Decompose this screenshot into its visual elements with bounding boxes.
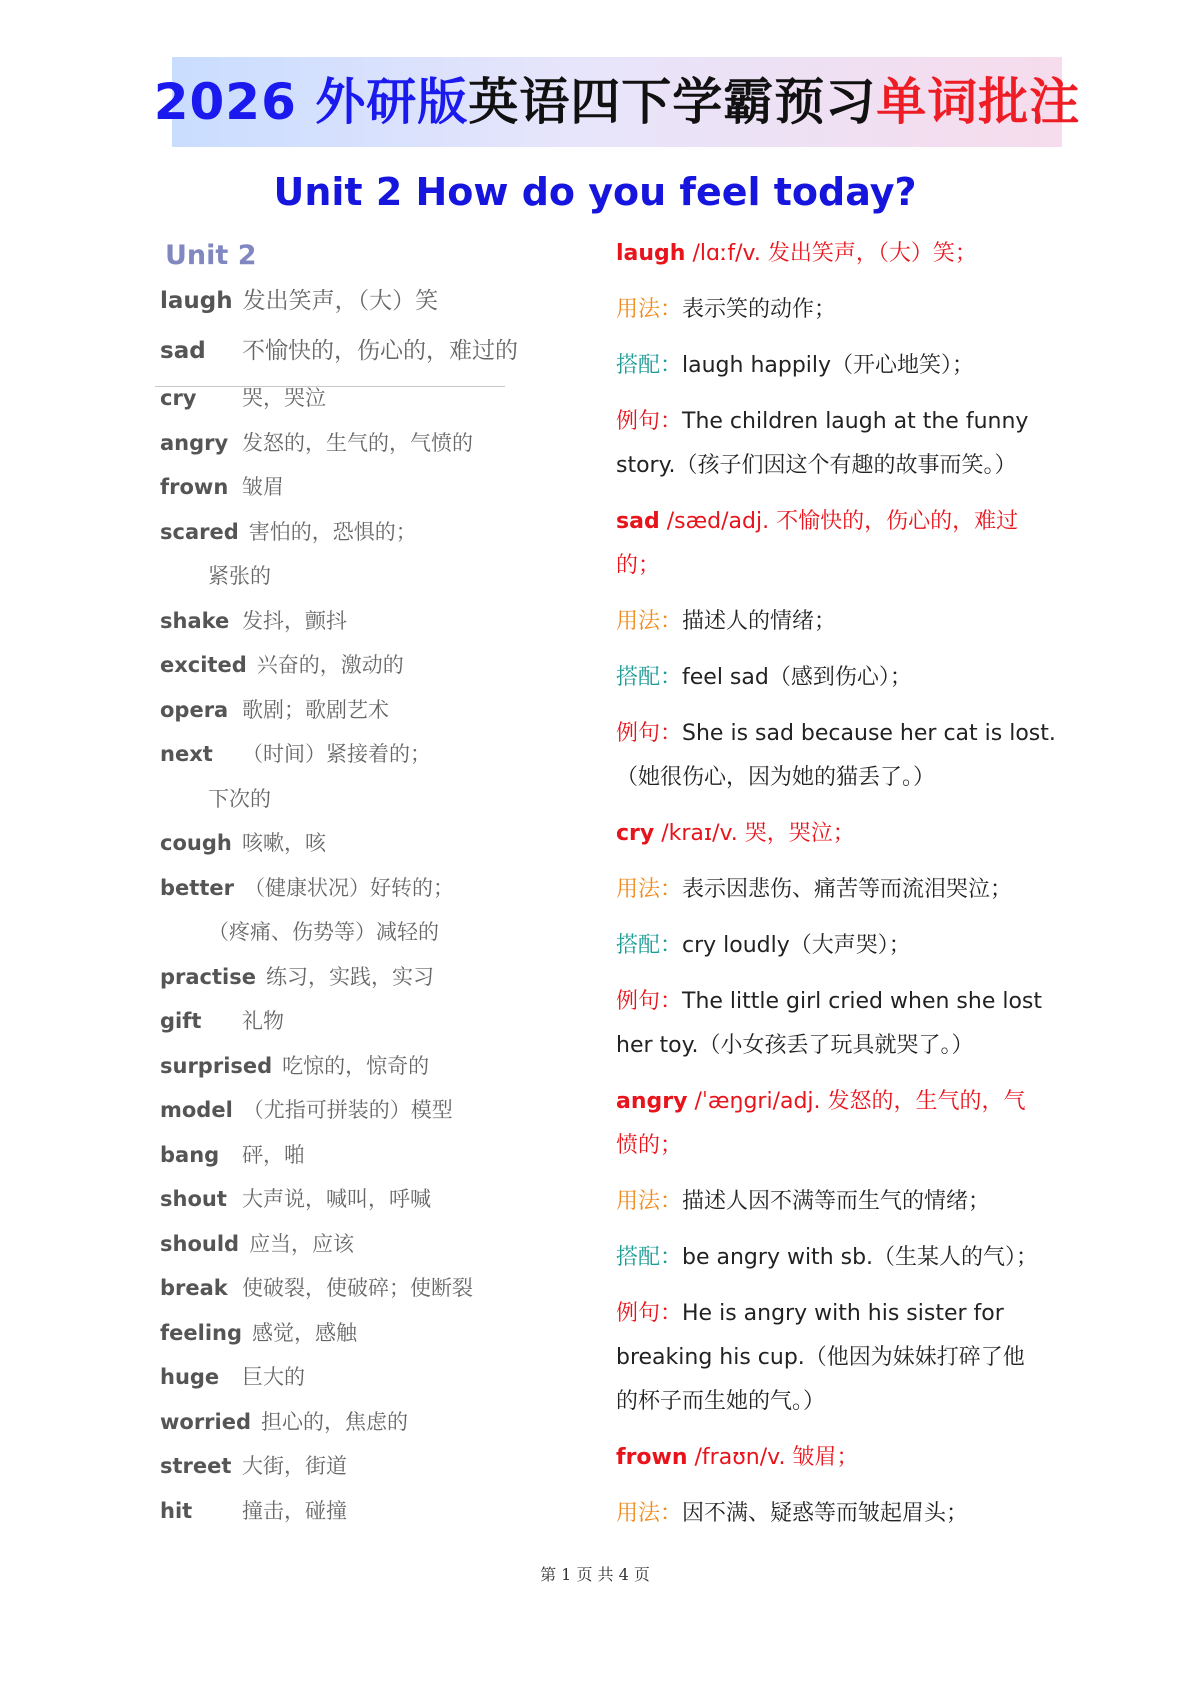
entry-angry-headword: angry /ˈæŋgri/adj. 发怒的，生气的，气 bbox=[616, 1089, 1026, 1114]
vocab-item: scared 害怕的，恐惧的； bbox=[160, 519, 417, 544]
entry-sad-example: 例句：She is sad because her cat is lost. bbox=[616, 721, 1056, 746]
textbook-vocab-list bbox=[160, 236, 540, 1533]
unit-title: Unit 2 How do you feel today? bbox=[273, 170, 917, 214]
vocab-item: angry 发怒的，生气的，气愤的 bbox=[160, 430, 473, 455]
entry-cry-example: 例句：The little girl cried when she lost bbox=[616, 989, 1043, 1014]
entry-laugh-headword: laugh /lɑːf/v. 发出笑声，（大）笑； bbox=[616, 241, 977, 266]
vocab-item: feeling 感觉，感触 bbox=[160, 1320, 358, 1345]
entry-angry-example-cont2: 的杯子而生她的气。） bbox=[616, 1389, 826, 1414]
entry-frown-usage: 用法：因不满、疑惑等而皱起眉头； bbox=[616, 1501, 969, 1526]
banner-title bbox=[153, 73, 1081, 131]
title-banner bbox=[153, 57, 1081, 147]
vocab-item: better （健康状况）好转的； bbox=[160, 875, 454, 900]
vocab-item-continuation: 紧张的 bbox=[208, 564, 271, 588]
entry-cry-collocation: 搭配：cry loudly（大声哭）； bbox=[616, 933, 911, 958]
entry-angry-collocation: 搭配：be angry with sb.（生某人的气）； bbox=[616, 1245, 1039, 1270]
vocab-item: surprised 吃惊的，惊奇的 bbox=[160, 1053, 430, 1078]
vocab-item: break 使破裂，使破碎；使断裂 bbox=[160, 1276, 473, 1300]
banner-middle: 英语四下学霸预习 bbox=[468, 73, 877, 131]
entry-angry-usage: 用法：描述人因不满等而生气的情绪； bbox=[616, 1189, 991, 1214]
vocab-item: next （时间）紧接着的； bbox=[160, 742, 431, 766]
vocab-item: shout 大声说，喊叫，呼喊 bbox=[160, 1187, 431, 1211]
entry-laugh-example-cont: story.（孩子们因这个有趣的故事而笑。） bbox=[616, 453, 1017, 478]
vocab-item: gift 礼物 bbox=[160, 1009, 284, 1033]
entry-cry-headword: cry /kraɪ/v. 哭，哭泣； bbox=[616, 821, 855, 846]
entry-cry-usage: 用法：表示因悲伤、痛苦等而流泪哭泣； bbox=[616, 877, 1013, 902]
vocab-item: should 应当，应该 bbox=[160, 1231, 355, 1256]
entry-sad-collocation: 搭配：feel sad（感到伤心）； bbox=[616, 665, 912, 690]
vocab-item: laugh 发出笑声，（大）笑 bbox=[160, 288, 439, 314]
entry-sad-usage: 用法：描述人的情绪； bbox=[616, 609, 837, 634]
banner-publisher: 外研版 bbox=[315, 73, 469, 131]
vocab-item-continuation: （疼痛、伤势等）减轻的 bbox=[208, 920, 439, 944]
entry-sad-example-cont: （她很伤心，因为她的猫丢了。） bbox=[616, 765, 936, 790]
word-annotations bbox=[616, 232, 1056, 1536]
vocab-item: hit 撞击，碰撞 bbox=[160, 1498, 347, 1523]
entry-angry-example: 例句：He is angry with his sister for bbox=[616, 1301, 1004, 1326]
vocab-item: cough 咳嗽，咳 bbox=[160, 831, 326, 855]
vocab-item: cry 哭，哭泣 bbox=[160, 386, 326, 410]
vocab-item: model （尤指可拼装的）模型 bbox=[160, 1098, 453, 1122]
vocab-item: street 大街，街道 bbox=[160, 1454, 347, 1478]
vocab-item: bang 砰，啪 bbox=[160, 1142, 305, 1167]
vocab-list-heading: Unit 2 bbox=[165, 240, 257, 271]
entry-angry-headword-cont: 愤的； bbox=[616, 1133, 683, 1158]
vocab-item-continuation: 下次的 bbox=[208, 786, 271, 811]
entry-angry-example-cont: breaking his cup.（他因为妹妹打碎了他 bbox=[616, 1345, 1025, 1370]
vocab-item: excited 兴奋的，激动的 bbox=[160, 653, 404, 677]
entry-sad-headword-cont: 的； bbox=[616, 553, 661, 578]
entry-laugh-collocation: 搭配：laugh happily（开心地笑）； bbox=[616, 353, 975, 378]
banner-year: 2026 bbox=[153, 73, 316, 131]
vocab-item: worried 担心的，焦虑的 bbox=[160, 1409, 409, 1434]
vocab-item: practise 练习，实践，实习 bbox=[160, 964, 434, 989]
entry-sad-headword: sad /sæd/adj. 不愉快的，伤心的，难过 bbox=[616, 509, 1019, 534]
vocab-item: opera 歌剧；歌剧艺术 bbox=[160, 697, 389, 722]
entry-laugh-usage: 用法：表示笑的动作； bbox=[616, 297, 837, 322]
entry-frown-headword: frown /fraʊn/v. 皱眉； bbox=[616, 1445, 859, 1470]
vocab-item: shake 发抖，颤抖 bbox=[160, 608, 347, 633]
entry-laugh-example: 例句：The children laugh at the funny bbox=[616, 409, 1029, 434]
vocab-item: sad 不愉快的，伤心的，难过的 bbox=[160, 338, 518, 364]
vocab-item: frown 皱眉 bbox=[160, 475, 284, 499]
page-footer: 第 1 页 共 4 页 bbox=[540, 1565, 650, 1584]
entry-cry-example-cont: her toy.（小女孩丢了玩具就哭了。） bbox=[616, 1033, 974, 1058]
banner-tail: 单词批注 bbox=[876, 73, 1081, 131]
vocab-item: huge 巨大的 bbox=[160, 1365, 305, 1389]
